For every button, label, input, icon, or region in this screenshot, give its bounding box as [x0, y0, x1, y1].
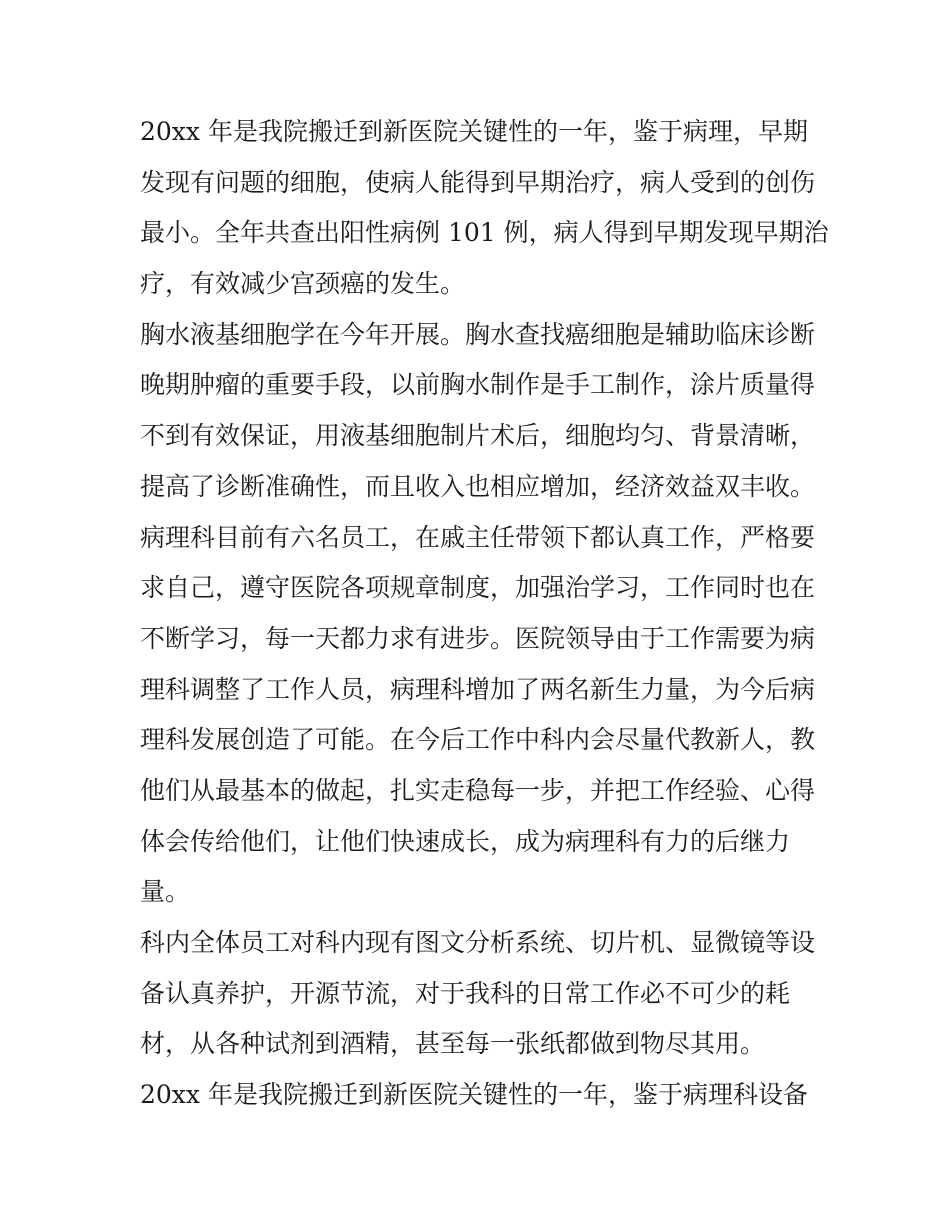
- text-line: 病理科目前有六名员工，在戚主任带领下都认真工作，严格要: [140, 522, 816, 552]
- text-line: 最小。全年共查出阳性病例 101 例，病人得到早期发现早期治: [140, 218, 829, 248]
- text-line: 提高了诊断准确性，而且收入也相应增加，经济效益双丰收。: [140, 471, 816, 501]
- text-line: 发现有问题的细胞，使病人能得到早期治疗，病人受到的创伤: [140, 167, 816, 197]
- text-line: 材，从各种试剂到酒精，甚至每一张纸都做到物尽其用。: [140, 1029, 766, 1059]
- text-line: 体会传给他们，让他们快速成长，成为病理科有力的后继力: [140, 826, 791, 856]
- text-line: 晚期肿瘤的重要手段，以前胸水制作是手工制作，涂片质量得: [140, 370, 816, 400]
- text-line: 他们从最基本的做起，扎实走稳每一步，并把工作经验、心得: [140, 775, 816, 805]
- text-line: 求自己，遵守医院各项规章制度，加强治学习，工作同时也在: [140, 573, 816, 603]
- text-line: 科内全体员工对科内现有图文分析系统、切片机、显微镜等设: [140, 928, 816, 957]
- text-line: 理科调整了工作人员，病理科增加了两名新生力量，为今后病: [140, 674, 816, 704]
- text-line: 胸水液基细胞学在今年开展。胸水查找癌细胞是辅助临床诊断: [140, 319, 816, 349]
- text-line: 疗，有效减少宫颈癌的发生。: [140, 269, 466, 299]
- text-line: 不断学习，每一天都力求有进步。医院领导由于工作需要为病: [140, 623, 816, 653]
- document-body: [140, 107, 829, 1121]
- text-line: 理科发展创造了可能。在今后工作中科内会尽量代教新人，教: [140, 725, 816, 755]
- text-line: 不到有效保证，用液基细胞制片术后，细胞均匀、背景清晰，: [140, 421, 816, 451]
- text-line: 20xx 年是我院搬迁到新医院关键性的一年，鉴于病理，早期: [140, 117, 808, 146]
- text-line: 量。: [140, 877, 191, 907]
- text-line: 20xx 年是我院搬迁到新医院关键性的一年，鉴于病理科设备: [140, 1080, 808, 1110]
- text-line: 备认真养护，开源节流，对于我科的日常工作必不可少的耗: [140, 978, 791, 1008]
